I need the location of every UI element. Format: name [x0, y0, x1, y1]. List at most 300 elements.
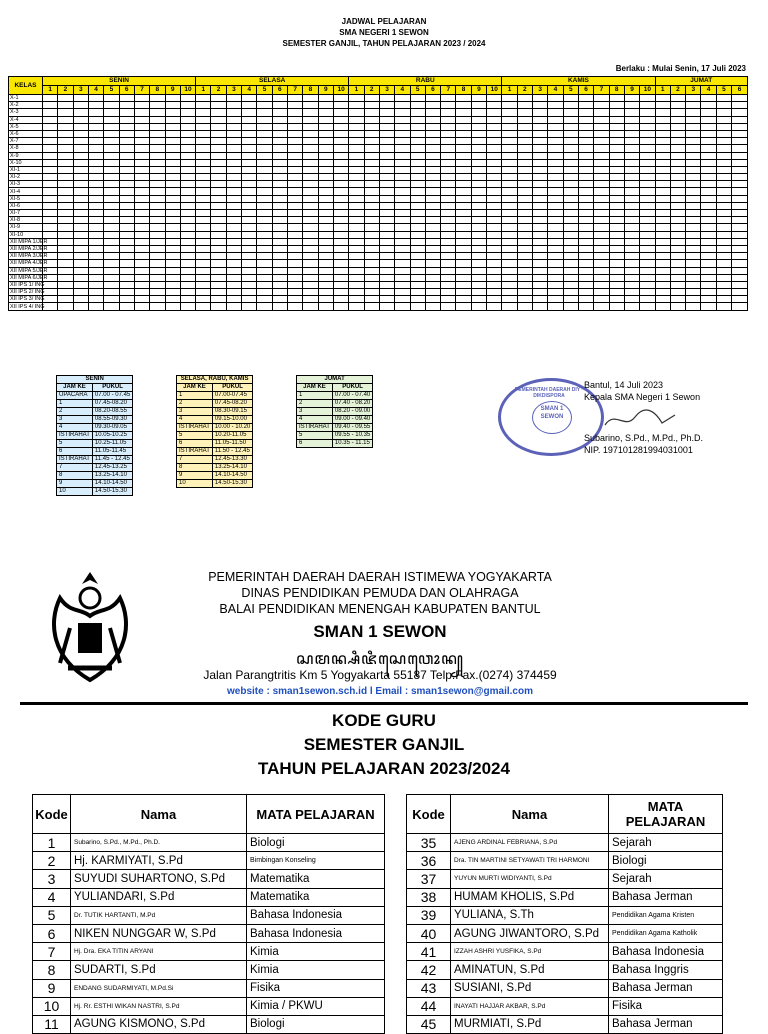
- schedule-cell: [150, 138, 165, 145]
- schedule-cell: [73, 109, 88, 116]
- schedule-cell: [196, 253, 211, 260]
- schedule-cell: [471, 217, 486, 224]
- schedule-cell: [226, 138, 241, 145]
- schedule-cell: [655, 174, 670, 181]
- schedule-cell: [104, 174, 119, 181]
- bell-row: [297, 424, 373, 432]
- schedule-row: [9, 267, 748, 274]
- schedule-cell: [364, 166, 379, 173]
- schedule-cell: [88, 195, 103, 202]
- bell-row: [57, 432, 133, 440]
- teacher-row: [407, 997, 723, 1015]
- schedule-cell: [318, 210, 333, 217]
- schedule-cell: [333, 245, 348, 252]
- schedule-cell: [242, 181, 257, 188]
- schedule-cell: [686, 166, 701, 173]
- kode-guru-year: TAHUN PELAJARAN 2023/2024: [258, 759, 510, 778]
- stamp-inner-line1: SMAN 1: [540, 406, 564, 412]
- class-name: XI-5: [9, 195, 43, 202]
- schedule-cell: [150, 217, 165, 224]
- class-name: XI-1: [9, 166, 43, 173]
- schedule-cell: [349, 267, 364, 274]
- schedule-cell: [150, 95, 165, 102]
- class-name: X-10: [9, 159, 43, 166]
- schedule-cell: [732, 195, 748, 202]
- schedule-cell: [88, 217, 103, 224]
- schedule-cell: [211, 296, 226, 303]
- schedule-cell: [349, 102, 364, 109]
- schedule-cell: [670, 159, 685, 166]
- schedule-cell: [226, 95, 241, 102]
- teacher-name: AGUNG JIWANTORO, S.Pd: [451, 924, 609, 942]
- schedule-cell: [288, 202, 303, 209]
- schedule-cell: [670, 145, 685, 152]
- jam-ke: 3: [177, 408, 213, 416]
- schedule-cell: [242, 267, 257, 274]
- schedule-cell: [165, 281, 180, 288]
- schedule-cell: [701, 267, 716, 274]
- schedule-cell: [594, 289, 609, 296]
- schedule-cell: [272, 109, 287, 116]
- jam-ke: 4: [297, 416, 333, 424]
- schedule-cell: [318, 289, 333, 296]
- schedule-cell: [180, 224, 195, 231]
- schedule-cell: [578, 195, 593, 202]
- schedule-cell: [578, 267, 593, 274]
- schedule-cell: [716, 296, 731, 303]
- schedule-cell: [134, 274, 149, 281]
- schedule-cell: [88, 116, 103, 123]
- schedule-cell: [395, 145, 410, 152]
- schedule-cell: [379, 138, 394, 145]
- schedule-cell: [364, 152, 379, 159]
- schedule-cell: [379, 159, 394, 166]
- schedule-cell: [533, 296, 548, 303]
- teacher-row: [33, 943, 385, 961]
- schedule-cell: [425, 303, 440, 310]
- schedule-cell: [410, 166, 425, 173]
- bell-row: [57, 424, 133, 432]
- schedule-cell: [502, 217, 517, 224]
- schedule-cell: [180, 152, 195, 159]
- schedule-cell: [165, 109, 180, 116]
- schedule-cell: [640, 245, 655, 252]
- schedule-cell: [318, 181, 333, 188]
- schedule-cell: [379, 152, 394, 159]
- schedule-cell: [88, 260, 103, 267]
- schedule-cell: [303, 116, 318, 123]
- schedule-cell: [487, 102, 502, 109]
- schedule-cell: [425, 138, 440, 145]
- schedule-cell: [272, 217, 287, 224]
- schedule-cell: [533, 145, 548, 152]
- schedule-cell: [242, 238, 257, 245]
- schedule-cell: [364, 267, 379, 274]
- bell-row: [177, 408, 253, 416]
- schedule-cell: [487, 260, 502, 267]
- schedule-cell: [471, 188, 486, 195]
- schedule-cell: [548, 224, 563, 231]
- schedule-cell: [456, 245, 471, 252]
- schedule-cell: [288, 238, 303, 245]
- schedule-cell: [211, 188, 226, 195]
- jam-ke: 6: [177, 440, 213, 448]
- schedule-cell: [716, 217, 731, 224]
- schedule-cell: [686, 224, 701, 231]
- schedule-cell: [242, 166, 257, 173]
- schedule-row: [9, 274, 748, 281]
- schedule-cell: [578, 181, 593, 188]
- kop-line-2: DINAS PENDIDIKAN PEMUDA DAN OLAHRAGA: [241, 586, 519, 600]
- pukul: 09.40 - 09.55: [332, 424, 372, 432]
- schedule-cell: [119, 231, 134, 238]
- schedule-cell: [655, 166, 670, 173]
- schedule-cell: [303, 296, 318, 303]
- schedule-cell: [211, 210, 226, 217]
- schedule-cell: [318, 274, 333, 281]
- schedule-cell: [456, 267, 471, 274]
- schedule-cell: [242, 195, 257, 202]
- schedule-cell: [594, 188, 609, 195]
- schedule-cell: [670, 95, 685, 102]
- schedule-cell: [165, 145, 180, 152]
- schedule-cell: [533, 303, 548, 310]
- schedule-row: [9, 217, 748, 224]
- kop-divider: [20, 702, 748, 705]
- schedule-cell: [119, 245, 134, 252]
- schedule-cell: [487, 253, 502, 260]
- schedule-cell: [517, 130, 532, 137]
- schedule-cell: [609, 188, 624, 195]
- schedule-cell: [395, 159, 410, 166]
- schedule-cell: [609, 95, 624, 102]
- schedule-cell: [211, 245, 226, 252]
- jam-ke: 9: [177, 472, 213, 480]
- schedule-cell: [686, 260, 701, 267]
- schedule-row: [9, 245, 748, 252]
- hour-header: 1: [196, 86, 211, 95]
- schedule-cell: [578, 130, 593, 137]
- schedule-cell: [165, 267, 180, 274]
- schedule-cell: [425, 116, 440, 123]
- schedule-cell: [640, 138, 655, 145]
- schedule-cell: [456, 217, 471, 224]
- teacher-code: 37: [407, 870, 451, 888]
- schedule-cell: [364, 145, 379, 152]
- schedule-cell: [134, 267, 149, 274]
- schedule-cell: [701, 281, 716, 288]
- bell-row: [297, 408, 373, 416]
- schedule-cell: [670, 217, 685, 224]
- schedule-cell: [58, 109, 73, 116]
- schedule-cell: [58, 174, 73, 181]
- schedule-cell: [180, 166, 195, 173]
- schedule-cell: [73, 138, 88, 145]
- schedule-cell: [640, 289, 655, 296]
- schedule-cell: [318, 116, 333, 123]
- teacher-code: 44: [407, 997, 451, 1015]
- schedule-cell: [732, 274, 748, 281]
- schedule-cell: [395, 238, 410, 245]
- schedule-cell: [73, 145, 88, 152]
- schedule-cell: [58, 289, 73, 296]
- schedule-cell: [242, 303, 257, 310]
- schedule-cell: [257, 224, 272, 231]
- schedule-cell: [211, 231, 226, 238]
- schedule-cell: [257, 253, 272, 260]
- schedule-cell: [578, 102, 593, 109]
- schedule-cell: [119, 274, 134, 281]
- schedule-cell: [716, 245, 731, 252]
- schedule-cell: [640, 260, 655, 267]
- bell-row: [177, 440, 253, 448]
- schedule-cell: [303, 95, 318, 102]
- schedule-cell: [410, 296, 425, 303]
- schedule-cell: [272, 145, 287, 152]
- schedule-cell: [502, 210, 517, 217]
- schedule-cell: [456, 95, 471, 102]
- schedule-cell: [563, 289, 578, 296]
- bell-row: [57, 448, 133, 456]
- schedule-cell: [379, 245, 394, 252]
- schedule-cell: [456, 102, 471, 109]
- schedule-cell: [364, 123, 379, 130]
- schedule-cell: [410, 224, 425, 231]
- jam-ke: ISTIRAHAT: [57, 456, 93, 464]
- schedule-cell: [456, 289, 471, 296]
- schedule-cell: [732, 130, 748, 137]
- schedule-cell: [425, 123, 440, 130]
- schedule-cell: [456, 210, 471, 217]
- schedule-cell: [701, 224, 716, 231]
- schedule-cell: [226, 274, 241, 281]
- teacher-code: 5: [33, 906, 71, 924]
- schedule-cell: [88, 296, 103, 303]
- teacher-code: 42: [407, 961, 451, 979]
- jam-ke: 7: [57, 464, 93, 472]
- schedule-cell: [456, 166, 471, 173]
- schedule-cell: [655, 202, 670, 209]
- schedule-cell: [471, 152, 486, 159]
- schedule-cell: [364, 296, 379, 303]
- schedule-cell: [288, 245, 303, 252]
- schedule-cell: [410, 95, 425, 102]
- schedule-cell: [410, 159, 425, 166]
- schedule-cell: [655, 289, 670, 296]
- schedule-cell: [640, 130, 655, 137]
- schedule-cell: [533, 166, 548, 173]
- schedule-cell: [165, 174, 180, 181]
- schedule-cell: [119, 289, 134, 296]
- hour-header: 9: [165, 86, 180, 95]
- schedule-cell: [288, 145, 303, 152]
- schedule-cell: [395, 231, 410, 238]
- schedule-cell: [716, 253, 731, 260]
- hour-header: 2: [364, 86, 379, 95]
- schedule-cell: [594, 224, 609, 231]
- schedule-cell: [502, 274, 517, 281]
- schedule-cell: [180, 267, 195, 274]
- schedule-cell: [180, 245, 195, 252]
- schedule-cell: [670, 238, 685, 245]
- schedule-cell: [533, 217, 548, 224]
- schedule-cell: [487, 181, 502, 188]
- bell-row: [177, 392, 253, 400]
- schedule-cell: [318, 109, 333, 116]
- schedule-cell: [640, 296, 655, 303]
- schedule-cell: [609, 245, 624, 252]
- teacher-name: SUSIANI, S.Pd: [451, 979, 609, 997]
- schedule-cell: [578, 281, 593, 288]
- schedule-cell: [578, 145, 593, 152]
- schedule-cell: [533, 195, 548, 202]
- schedule-cell: [196, 145, 211, 152]
- schedule-cell: [624, 210, 639, 217]
- schedule-cell: [288, 224, 303, 231]
- schedule-cell: [548, 152, 563, 159]
- schedule-cell: [471, 195, 486, 202]
- schedule-cell: [58, 224, 73, 231]
- schedule-cell: [196, 138, 211, 145]
- schedule-cell: [43, 166, 58, 173]
- schedule-cell: [226, 217, 241, 224]
- schedule-cell: [517, 188, 532, 195]
- schedule-cell: [242, 109, 257, 116]
- schedule-cell: [318, 130, 333, 137]
- schedule-cell: [43, 202, 58, 209]
- schedule-cell: [303, 303, 318, 310]
- schedule-cell: [670, 202, 685, 209]
- schedule-cell: [272, 303, 287, 310]
- schedule-cell: [563, 188, 578, 195]
- schedule-cell: [242, 253, 257, 260]
- schedule-cell: [716, 224, 731, 231]
- schedule-cell: [303, 159, 318, 166]
- schedule-cell: [563, 224, 578, 231]
- schedule-cell: [318, 138, 333, 145]
- schedule-cell: [410, 123, 425, 130]
- schedule-cell: [226, 289, 241, 296]
- schedule-cell: [134, 210, 149, 217]
- schedule-cell: [594, 95, 609, 102]
- schedule-cell: [640, 231, 655, 238]
- schedule-cell: [410, 217, 425, 224]
- schedule-cell: [165, 181, 180, 188]
- schedule-cell: [624, 303, 639, 310]
- schedule-cell: [150, 109, 165, 116]
- schedule-cell: [655, 145, 670, 152]
- schedule-cell: [226, 195, 241, 202]
- schedule-row: [9, 152, 748, 159]
- schedule-cell: [732, 296, 748, 303]
- schedule-cell: [502, 102, 517, 109]
- schedule-cell: [609, 130, 624, 137]
- day-header: SELASA: [196, 77, 349, 86]
- schedule-cell: [196, 109, 211, 116]
- schedule-cell: [732, 138, 748, 145]
- stamp-inner-line2: SEWON: [540, 414, 564, 420]
- schedule-cell: [58, 138, 73, 145]
- teacher-subject: Bahasa Indonesia: [247, 924, 385, 942]
- schedule-cell: [379, 253, 394, 260]
- schedule-cell: [502, 260, 517, 267]
- schedule-cell: [502, 152, 517, 159]
- schedule-cell: [425, 145, 440, 152]
- pukul: 13.25-14.10: [92, 472, 132, 480]
- schedule-cell: [456, 202, 471, 209]
- class-name: XII MIPA 1/JER: [10, 238, 48, 245]
- schedule-cell: [73, 238, 88, 245]
- schedule-cell: [563, 181, 578, 188]
- schedule-cell: [119, 116, 134, 123]
- schedule-cell: [517, 116, 532, 123]
- schedule-cell: [686, 130, 701, 137]
- schedule-cell: [670, 267, 685, 274]
- schedule-cell: [578, 123, 593, 130]
- jam-ke: ISTIRAHAT: [297, 424, 333, 432]
- schedule-cell: [211, 202, 226, 209]
- schedule-cell: [58, 116, 73, 123]
- schedule-cell: [563, 174, 578, 181]
- schedule-cell: [716, 159, 731, 166]
- schedule-cell: [288, 109, 303, 116]
- schedule-cell: [609, 210, 624, 217]
- schedule-cell: [318, 152, 333, 159]
- schedule-cell: [548, 138, 563, 145]
- pukul: 14.10-14.50: [92, 480, 132, 488]
- schedule-cell: [318, 296, 333, 303]
- schedule-cell: [487, 231, 502, 238]
- schedule-cell: [150, 181, 165, 188]
- schedule-cell: [533, 267, 548, 274]
- schedule-cell: [58, 303, 73, 310]
- teacher-subject: Matematika: [247, 870, 385, 888]
- hour-header: 6: [732, 86, 748, 95]
- schedule-cell: [456, 130, 471, 137]
- hour-header: 2: [670, 86, 685, 95]
- schedule-cell: [226, 238, 241, 245]
- schedule-cell: [150, 231, 165, 238]
- schedule-cell: [395, 109, 410, 116]
- schedule-cell: [288, 195, 303, 202]
- class-name: XII MIPA 5/JER: [10, 267, 48, 274]
- schedule-cell: [548, 245, 563, 252]
- schedule-cell: [88, 123, 103, 130]
- schedule-cell: [701, 303, 716, 310]
- jam-ke: 1: [297, 392, 333, 400]
- schedule-cell: [349, 188, 364, 195]
- sign-name: Subarino, S.Pd., M.Pd., Ph.D.: [584, 433, 704, 443]
- teacher-name: Dr. TUTIK HARTANTI, M.Pd: [71, 906, 247, 924]
- teacher-name: NIKEN NUNGGAR W, S.Pd: [71, 924, 247, 942]
- schedule-cell: [196, 260, 211, 267]
- schedule-cell: [242, 296, 257, 303]
- jam-ke: 2: [297, 400, 333, 408]
- schedule-cell: [150, 202, 165, 209]
- schedule-cell: [58, 231, 73, 238]
- schedule-cell: [410, 202, 425, 209]
- schedule-cell: [655, 210, 670, 217]
- schedule-cell: [732, 95, 748, 102]
- schedule-cell: [701, 202, 716, 209]
- schedule-cell: [180, 238, 195, 245]
- schedule-cell: [333, 281, 348, 288]
- stamp-center: [532, 401, 572, 434]
- schedule-cell: [732, 188, 748, 195]
- hour-header: 1: [502, 86, 517, 95]
- schedule-cell: [43, 123, 58, 130]
- schedule-cell: [58, 210, 73, 217]
